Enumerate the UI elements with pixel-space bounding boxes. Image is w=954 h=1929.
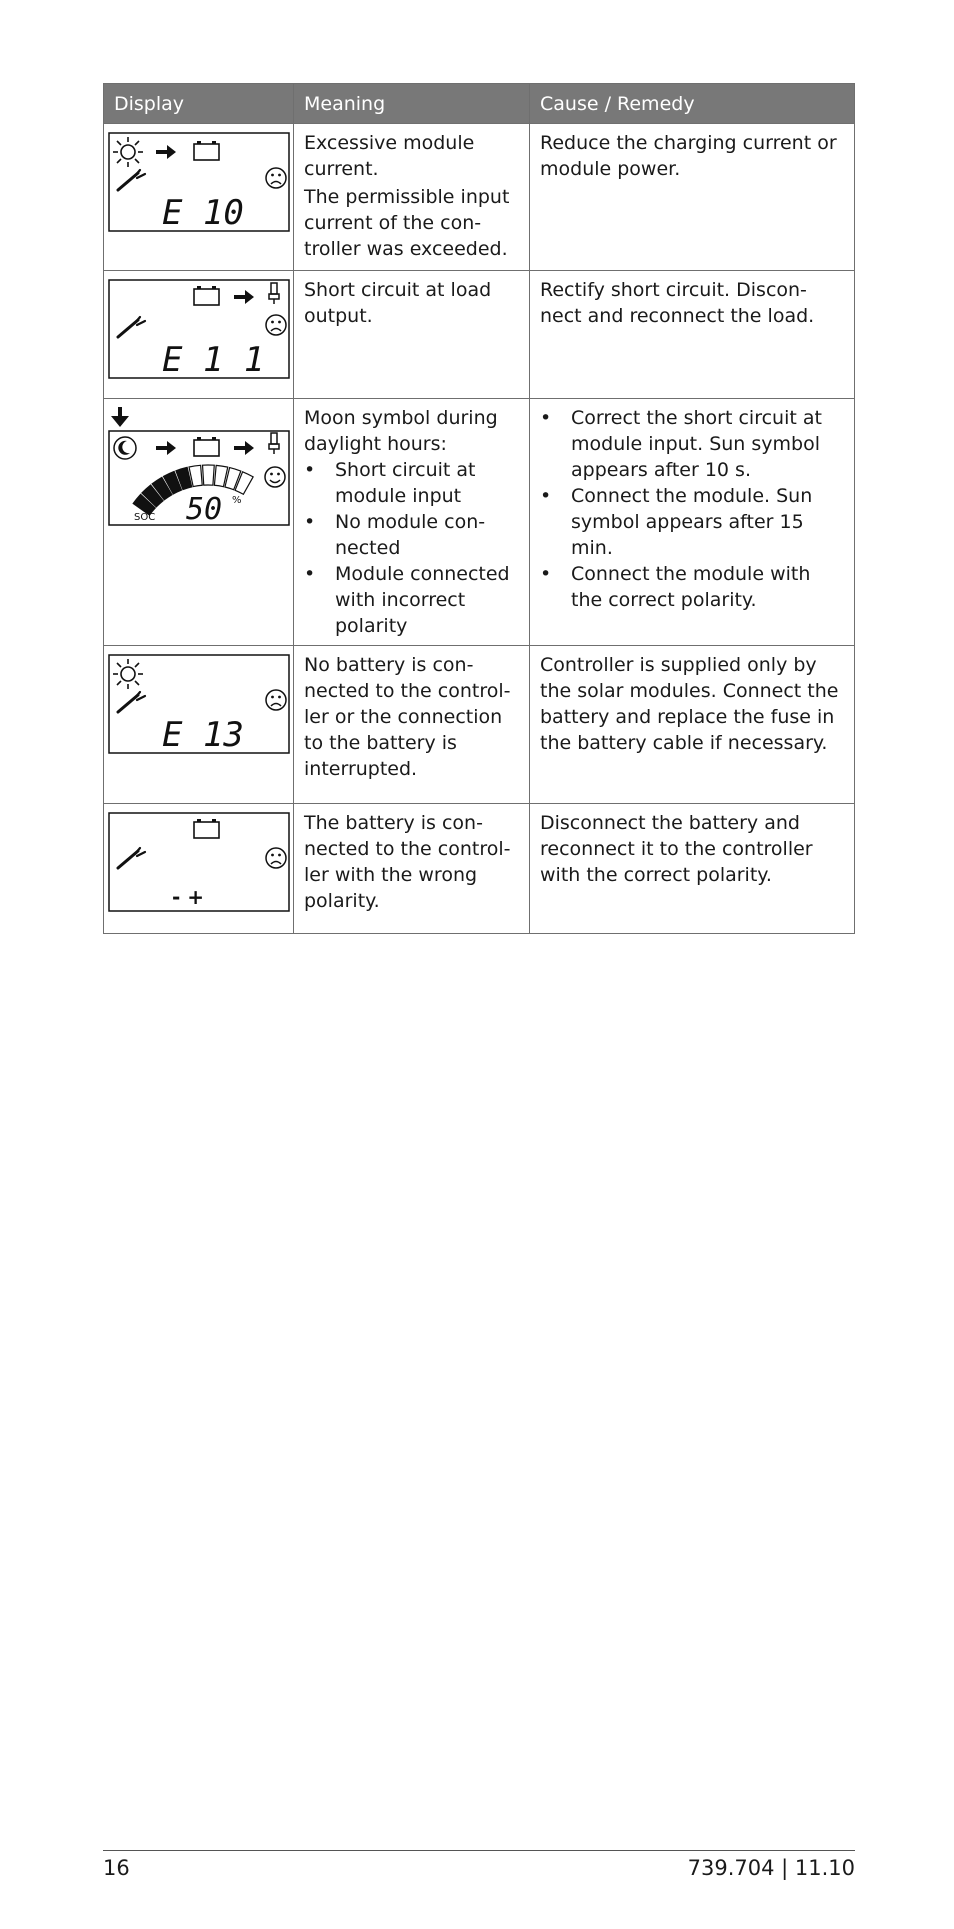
meaning-text: No battery is con-nected to the control-ler or the connection to the battery is interrupted. <box>304 654 511 780</box>
arrow-right-icon <box>156 145 176 159</box>
header-display: Display <box>104 84 294 124</box>
list-item: • Connect the module. Sun symbol appears after 15 min. <box>540 483 844 561</box>
remedy-cell <box>530 804 855 934</box>
display-code: 50 <box>186 492 223 527</box>
remedy-text: Rectify short circuit. Discon-nect and reconnect the load. <box>540 279 815 327</box>
arrow-right-icon <box>234 290 254 304</box>
remedy-text: Controller is supplied only by the solar modules. Connect the battery and replace the fuse in the battery cable if necessary. <box>540 654 839 754</box>
display-cell <box>104 271 294 399</box>
table-row <box>104 646 855 804</box>
sad-face-icon <box>266 315 286 335</box>
list-item: • Module connected with incorrect polarity <box>304 561 519 639</box>
sun-icon <box>113 137 143 167</box>
battery-icon <box>194 819 219 838</box>
remedy-cell <box>530 271 855 399</box>
remedy-text: Disconnect the battery and reconnect it to the controller with the correct polarity. <box>540 812 813 886</box>
remedy-cell <box>530 646 855 804</box>
lcd-display-e10 <box>108 132 290 232</box>
battery-icon <box>194 141 219 160</box>
remedy-cell <box>530 399 855 646</box>
moon-icon <box>114 437 136 459</box>
arrow-down-icon <box>111 407 129 427</box>
header-meaning: Meaning <box>294 84 530 124</box>
happy-face-icon <box>265 467 285 487</box>
meaning-text: Excessive module current. <box>304 132 475 180</box>
display-cell <box>104 804 294 934</box>
soc-segment-empty <box>203 465 215 485</box>
footer-divider <box>103 1850 855 1851</box>
display-cell <box>104 646 294 804</box>
lamp-icon <box>269 283 279 304</box>
meaning-cell <box>294 124 530 271</box>
lcd-display-e13 <box>108 654 290 754</box>
wrench-icon <box>118 848 145 868</box>
wrench-icon <box>118 317 145 337</box>
arrow-right-icon <box>156 441 176 455</box>
arrow-right-icon <box>234 441 254 455</box>
remedy-cell <box>530 124 855 271</box>
display-code: E 13 <box>162 715 244 754</box>
sun-icon <box>113 659 143 689</box>
remedy-bullet-list <box>540 405 844 613</box>
lamp-icon <box>269 433 279 454</box>
meaning-cell <box>294 646 530 804</box>
table-row <box>104 124 855 271</box>
lcd-display-e11 <box>108 279 290 379</box>
page-number: 16 <box>103 1856 130 1880</box>
table-row <box>104 804 855 934</box>
remedy-text: Reduce the charging current or module power. <box>540 132 837 180</box>
meaning-bullet-list <box>304 457 519 639</box>
document-reference: 739.704 | 11.10 <box>687 1856 855 1880</box>
sad-face-icon <box>266 168 286 188</box>
list-item: • Connect the module with the correct polarity. <box>540 561 844 613</box>
display-code: - + <box>172 885 205 909</box>
meaning-text: The battery is con-nected to the control-ler with the wrong polarity. <box>304 812 511 912</box>
lcd-display-soc <box>108 407 290 527</box>
wrench-icon <box>118 170 145 190</box>
battery-icon <box>194 437 219 456</box>
meaning-cell <box>294 399 530 646</box>
list-item: • No module con-nected <box>304 509 519 561</box>
table-header-row <box>104 84 855 124</box>
list-item: • Short circuit at module input <box>304 457 519 509</box>
header-cause-remedy: Cause / Remedy <box>530 84 855 124</box>
soc-label: SOC <box>134 512 156 523</box>
table-row <box>104 271 855 399</box>
display-cell <box>104 124 294 271</box>
lcd-display-polarity <box>108 812 290 912</box>
sad-face-icon <box>266 690 286 710</box>
table-row <box>104 399 855 646</box>
wrench-icon <box>118 692 145 712</box>
error-display-table <box>103 83 855 934</box>
meaning-cell <box>294 271 530 399</box>
meaning-text: The permissible input current of the con-troller was exceeded. <box>304 186 510 260</box>
display-cell <box>104 399 294 646</box>
display-code: E 10 <box>162 193 244 232</box>
meaning-intro: Moon symbol during daylight hours: <box>304 407 498 455</box>
list-item: • Correct the short circuit at module input. Sun symbol appears after 10 s. <box>540 405 844 483</box>
battery-icon <box>194 286 219 305</box>
display-unit: % <box>232 495 242 506</box>
meaning-text: Short circuit at load output. <box>304 279 492 327</box>
sad-face-icon <box>266 848 286 868</box>
meaning-cell <box>294 804 530 934</box>
display-code: E 1 1 <box>162 340 265 379</box>
